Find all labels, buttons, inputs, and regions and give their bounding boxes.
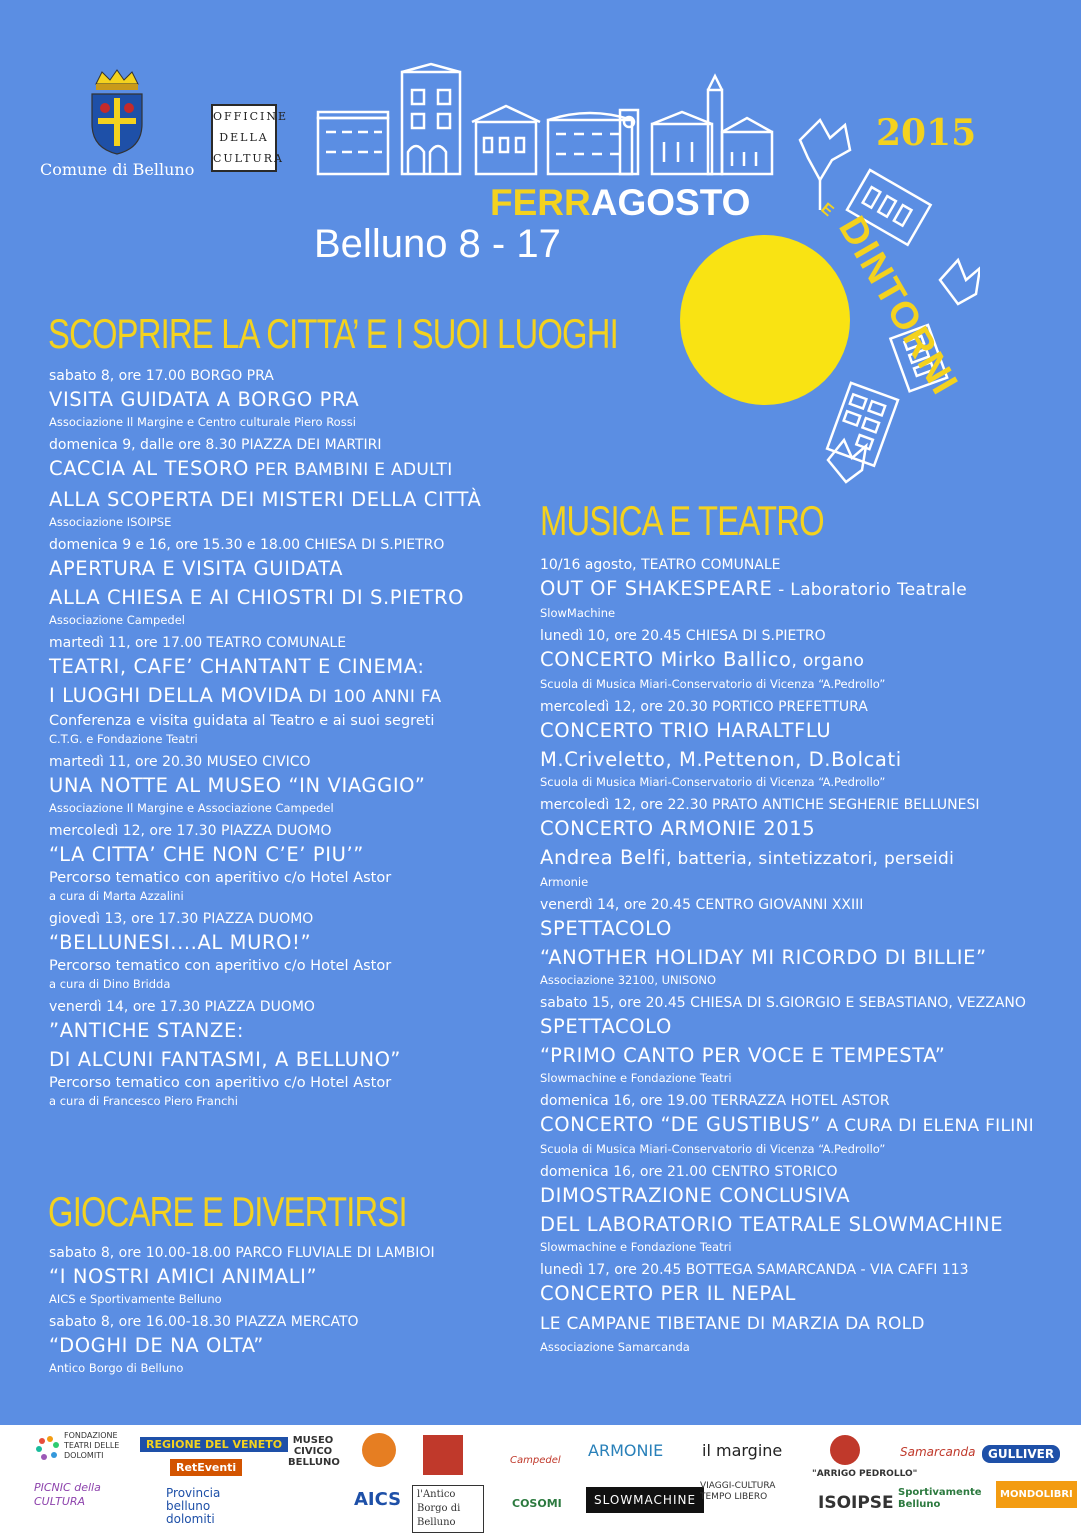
event-datetime: sabato 15, ore 20.45 CHIESA DI S.GIORGIO E SEBASTIANO, VEZZANO — [540, 995, 1026, 1011]
event-title-main: “I NOSTRI AMICI ANIMALI” — [49, 1265, 318, 1288]
officine-line-1: OFFICINE — [213, 110, 289, 123]
event-description: Conferenza e visita guidata al Teatro e ai suoi segreti — [49, 713, 435, 729]
event-title — [540, 1181, 1060, 1210]
e-letter: E — [817, 200, 837, 220]
event-organizer: Associazione Samarcanda — [540, 1340, 690, 1354]
event-organizer: Associazione Campedel — [49, 613, 185, 627]
musica-events — [540, 556, 1060, 1361]
margine-logo: il margine — [702, 1441, 783, 1460]
pedrollo-logo: "ARRIGO PEDROLLO" — [812, 1469, 918, 1479]
event-item — [49, 367, 519, 430]
event-title — [540, 1012, 1060, 1041]
officine-line-2: DELLA — [219, 131, 269, 144]
dates-label: Belluno 8 - 17 — [314, 222, 561, 266]
event-organizer: C.T.G. e Fondazione Teatri — [49, 732, 198, 746]
event-title — [49, 652, 519, 681]
event-item — [540, 1092, 1060, 1157]
event-title — [540, 914, 1060, 943]
event-title-main: SPETTACOLO — [540, 917, 672, 940]
event-title-main: CONCERTO PER IL NEPAL — [540, 1282, 796, 1305]
event-title-sub: - Laboratorio Teatrale — [772, 580, 967, 600]
event-title — [49, 385, 519, 414]
event-item — [540, 896, 1060, 988]
event-title-main: CONCERTO Mirko Ballico — [540, 648, 792, 671]
regione-logo: REGIONE DEL VENETO — [140, 1437, 288, 1452]
isoipse-logo: ISOIPSE — [818, 1493, 894, 1513]
teatro-logo-icon — [423, 1435, 463, 1475]
section-title-musica: MUSICA E TEATRO — [540, 497, 824, 544]
picnic-logo: PICNIC della CULTURA — [34, 1481, 101, 1508]
footer-sponsors — [0, 1425, 1081, 1536]
event-organizer: Associazione Il Margine e Associazione Campedel — [49, 801, 334, 815]
insieme-logo-icon — [362, 1433, 396, 1467]
event-title-sub: , organo — [791, 651, 865, 671]
event-title-main: UNA NOTTE AL MUSEO “IN VIAGGIO” — [49, 774, 426, 797]
event-datetime: domenica 16, ore 21.00 CENTRO STORICO — [540, 1164, 838, 1180]
event-title — [49, 928, 519, 957]
event-datetime: venerdì 14, ore 20.45 CENTRO GIOVANNI XXIII — [540, 897, 864, 913]
officine-logo — [211, 104, 289, 172]
event-title-2-sub: LE CAMPANE TIBETANE DI MARZIA DA ROLD — [540, 1314, 925, 1334]
event-datetime: martedì 11, ore 17.00 TEATRO COMUNALE — [49, 635, 347, 651]
event-title-sub: PER BAMBINI E ADULTI — [249, 460, 453, 480]
event-item — [49, 536, 519, 628]
event-title-main: CONCERTO “DE GUSTIBUS” — [540, 1113, 821, 1136]
event-title — [540, 1279, 1060, 1308]
event-title-main: APERTURA E VISITA GUIDATA — [49, 557, 344, 580]
viaggi-logo: VIAGGI-CULTURA TEMPO LIBERO — [700, 1481, 776, 1502]
event-datetime: mercoledì 12, ore 22.30 PRATO ANTICHE SEGHERIE BELLUNESI — [540, 797, 980, 813]
aics-logo: AICS — [354, 1489, 402, 1510]
dintorni-text: DINTORNI — [830, 209, 967, 403]
armonie-logo: ARMONIE — [588, 1441, 664, 1460]
event-title-line-2 — [49, 583, 519, 612]
event-organizer: a cura di Marta Azzalini — [49, 889, 184, 903]
event-title-2-main: DEL LABORATORIO TEATRALE SLOWMACHINE — [540, 1213, 1004, 1236]
dintorni-title — [760, 176, 980, 476]
provincia-logo: Provincia belluno dolomiti — [166, 1486, 221, 1526]
event-title — [540, 716, 1060, 745]
event-datetime: sabato 8, ore 17.00 BORGO PRA — [49, 368, 274, 384]
event-item — [49, 822, 519, 904]
mondolibri-logo: MONDOLIBRI — [996, 1481, 1077, 1508]
event-title — [49, 454, 519, 485]
event-organizer: Scuola di Musica Miari-Conservatorio di Vicenza “A.Pedrollo” — [540, 677, 886, 691]
event-title — [49, 1016, 519, 1045]
event-title-main: OUT OF SHAKESPEARE — [540, 577, 773, 600]
event-organizer: AICS e Sportivamente Belluno — [49, 1292, 222, 1306]
event-title-2-sub: DI 100 ANNI FA — [302, 687, 442, 707]
giocare-events — [49, 1244, 519, 1382]
event-title-line-2 — [540, 745, 1060, 774]
event-title-main: TEATRI, CAFE’ CHANTANT E CINEMA: — [49, 655, 425, 678]
event-item — [49, 634, 519, 747]
slowmachine-logo: SLOWMACHINE — [586, 1487, 704, 1513]
dots-icon — [36, 1435, 60, 1463]
event-title-line-2 — [540, 1308, 1060, 1339]
event-title-main: “DOGHI DE NA OLTA” — [49, 1334, 265, 1357]
section-title-giocare: GIOCARE E DIVERTIRSI — [48, 1188, 407, 1235]
cosmi-logo: COSOMI — [512, 1497, 562, 1510]
event-title — [49, 771, 519, 800]
event-item — [540, 1261, 1060, 1355]
event-title-2-main: ALLA CHIESA E AI CHIOSTRI DI S.PIETRO — [49, 586, 465, 609]
antico-borgo-logo: l'Antico Borgo di Belluno — [412, 1485, 484, 1533]
event-datetime: giovedì 13, ore 17.30 PIAZZA DUOMO — [49, 911, 314, 927]
gulliver-logo: GULLIVER — [982, 1445, 1060, 1463]
event-item — [540, 994, 1060, 1086]
event-title-line-2 — [49, 1045, 519, 1074]
conservatorio-seal-icon — [830, 1435, 860, 1465]
event-item — [49, 436, 519, 530]
event-item — [540, 1163, 1060, 1255]
event-organizer: Associazione ISOIPSE — [49, 515, 172, 529]
event-organizer: Slowmachine e Fondazione Teatri — [540, 1071, 732, 1085]
event-title-2-main: “PRIMO CANTO PER VOCE E TEMPESTA” — [540, 1044, 946, 1067]
event-description: Percorso tematico con aperitivo c/o Hotel Astor — [49, 870, 392, 886]
event-title — [49, 1262, 519, 1291]
ferr-text: FERR — [490, 182, 591, 223]
event-description: Percorso tematico con aperitivo c/o Hotel Astor — [49, 1075, 392, 1091]
event-title-main: VISITA GUIDATA A BORGO PRA — [49, 388, 360, 411]
event-datetime: sabato 8, ore 16.00-18.30 PIAZZA MERCATO — [49, 1314, 359, 1330]
sportivamente-logo: Sportivamente Belluno — [898, 1487, 982, 1510]
event-title-line-2 — [540, 1041, 1060, 1070]
event-datetime: 10/16 agosto, TEATRO COMUNALE — [540, 557, 781, 573]
officine-line-3: CULTURA — [213, 152, 284, 165]
event-title-line-2 — [540, 843, 1060, 874]
event-item — [540, 556, 1060, 621]
event-organizer: Scuola di Musica Miari-Conservatorio di Vicenza “A.Pedrollo” — [540, 775, 886, 789]
event-item — [540, 796, 1060, 890]
event-organizer: Antico Borgo di Belluno — [49, 1361, 184, 1375]
event-title-2-sub: , batteria, sintetizzatori, perseidi — [666, 849, 955, 869]
event-title-main: DIMOSTRAZIONE CONCLUSIVA — [540, 1184, 851, 1207]
event-title-main: CONCERTO TRIO HARALTFLU — [540, 719, 832, 742]
scoprire-events — [49, 367, 519, 1115]
event-title-sub: A CURA DI ELENA FILINI — [820, 1116, 1034, 1136]
event-item — [49, 753, 519, 816]
event-item — [540, 698, 1060, 790]
event-title — [49, 554, 519, 583]
event-datetime: domenica 9 e 16, ore 15.30 e 18.00 CHIESA DI S.PIETRO — [49, 537, 445, 553]
event-title-2-main: I LUOGHI DELLA MOVIDA — [49, 684, 303, 707]
event-title-2-main: DI ALCUNI FANTASMI, A BELLUNO” — [49, 1048, 401, 1071]
event-item — [49, 998, 519, 1109]
coat-of-arms-icon — [88, 66, 146, 156]
event-title-main: CONCERTO ARMONIE 2015 — [540, 817, 816, 840]
event-organizer: a cura di Francesco Piero Franchi — [49, 1094, 238, 1108]
samarcanda-logo: Samarcanda — [900, 1445, 976, 1459]
event-item — [540, 627, 1060, 692]
comune-label: Comune di Belluno — [40, 160, 195, 179]
event-title-main: “LA CITTA’ CHE NON C’E’ PIU’” — [49, 843, 364, 866]
event-organizer: Associazione Il Margine e Centro culturale Piero Rossi — [49, 415, 356, 429]
event-organizer: Slowmachine e Fondazione Teatri — [540, 1240, 732, 1254]
event-datetime: venerdì 14, ore 17.30 PIAZZA DUOMO — [49, 999, 315, 1015]
event-title-main: ”ANTICHE STANZE: — [49, 1019, 245, 1042]
event-datetime: mercoledì 12, ore 20.30 PORTICO PREFETTURA — [540, 699, 868, 715]
campedel-logo: Campedel — [510, 1455, 561, 1466]
event-title — [49, 1331, 519, 1360]
event-organizer: Associazione 32100, UNISONO — [540, 973, 717, 987]
reteventi-logo: RetEventi — [170, 1459, 242, 1476]
event-title — [49, 840, 519, 869]
section-title-scoprire: SCOPRIRE LA CITTA’ E I SUOI LUOGHI — [48, 310, 618, 357]
ferragosto-title — [490, 182, 750, 224]
event-datetime: lunedì 10, ore 20.45 CHIESA DI S.PIETRO — [540, 628, 826, 644]
event-datetime: domenica 16, ore 19.00 TERRAZZA HOTEL ASTOR — [540, 1093, 890, 1109]
event-datetime: lunedì 17, ore 20.45 BOTTEGA SAMARCANDA - VIA CAFFI 113 — [540, 1262, 969, 1278]
event-title — [540, 814, 1060, 843]
year-label: 2015 — [876, 112, 977, 154]
event-title-line-2 — [49, 485, 519, 514]
event-title — [540, 645, 1060, 676]
event-title-2-main: M.Criveletto, M.Pettenon, D.Bolcati — [540, 748, 902, 771]
event-datetime: martedì 11, ore 20.30 MUSEO CIVICO — [49, 754, 311, 770]
event-item — [49, 1244, 519, 1307]
event-item — [49, 910, 519, 992]
museo-logo: MUSEO CIVICO BELLUNO — [288, 1435, 340, 1468]
event-datetime: sabato 8, ore 10.00-18.00 PARCO FLUVIALE DI LAMBIOI — [49, 1245, 435, 1261]
event-title-2-main: Andrea Belfi — [540, 846, 667, 869]
event-datetime: mercoledì 12, ore 17.30 PIAZZA DUOMO — [49, 823, 332, 839]
event-title-2-main: “ANOTHER HOLIDAY MI RICORDO DI BILLIE” — [540, 946, 987, 969]
fondazione-text: FONDAZIONE TEATRI DELLE DOLOMITI — [64, 1431, 120, 1460]
event-title-main: SPETTACOLO — [540, 1015, 672, 1038]
agosto-text: AGOSTO — [590, 182, 751, 223]
event-title-line-2 — [49, 681, 519, 712]
event-datetime: domenica 9, dalle ore 8.30 PIAZZA DEI MARTIRI — [49, 437, 382, 453]
event-organizer: SlowMachine — [540, 606, 616, 620]
event-title-line-2 — [540, 1210, 1060, 1239]
event-title — [540, 1110, 1060, 1141]
event-organizer: Scuola di Musica Miari-Conservatorio di Vicenza “A.Pedrollo” — [540, 1142, 886, 1156]
event-title — [540, 574, 1060, 605]
event-title-2-main: ALLA SCOPERTA DEI MISTERI DELLA CITTÀ — [49, 488, 482, 511]
event-item — [49, 1313, 519, 1376]
event-title-main: “BELLUNESI....AL MURO!” — [49, 931, 312, 954]
event-organizer: Armonie — [540, 875, 589, 889]
event-title-main: CACCIA AL TESORO — [49, 457, 249, 480]
event-title-line-2 — [540, 943, 1060, 972]
event-organizer: a cura di Dino Bridda — [49, 977, 171, 991]
event-description: Percorso tematico con aperitivo c/o Hotel Astor — [49, 958, 392, 974]
